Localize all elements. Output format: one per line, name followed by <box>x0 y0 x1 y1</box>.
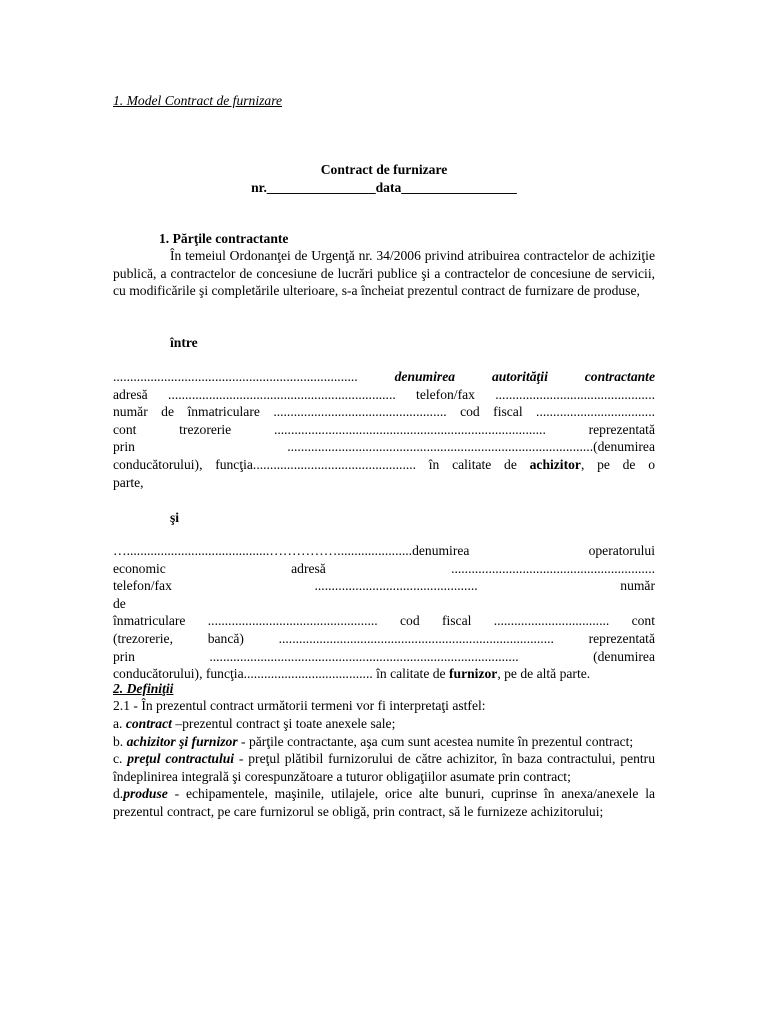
definitie-item-a: a. contract –prezentul contract şi toate anexele sale; <box>113 716 396 731</box>
contract-title: Contract de furnizare <box>320 162 448 177</box>
definitie-item-d: d.produse - echipamentele, maşinile, utilajele, orice alte bunuri, cuprinse în anexa/anexele la prezentul contract, pe care furnizorul se obligă, prin contract, să le furnizeze achizitorului; <box>113 786 655 819</box>
definitii-heading: 2. Definiţii <box>113 681 174 696</box>
definitie-item-c: c. preţul contractului - preţul plătibil furnizorului de către achizitor, în baza contractului, pentru îndeplinirea integrală şi corespunzătoare a tuturor obligaţiilor asumate prin contract; <box>113 751 656 784</box>
section-link[interactable]: 1. Model Contract de furnizare <box>113 93 283 108</box>
intre-label: între <box>170 335 198 350</box>
definitii-intro: 2.1 - În prezentul contract următorii termeni vor fi interpretaţi astfel: <box>113 698 486 713</box>
achizitor-line-6: conducătorului), funcţia................................................ în calitate de achizitor, pe de o <box>113 456 655 472</box>
si-label: şi <box>170 510 180 525</box>
furnizor-line-1: …..........................................……………......................denumirea operatorului <box>113 543 655 558</box>
achizitor-line-4: cont trezorerie ................................................................................ reprezentată <box>113 421 655 437</box>
furnizor-block <box>113 542 655 683</box>
definitie-item-b: b. achizitor şi furnizor - părţile contractante, aşa cum sunt acestea numite în prezentul contract; <box>113 733 634 749</box>
achizitor-line-7: parte, <box>113 474 144 490</box>
furnizor-line-6: prin ........................................................................................... (denumirea <box>113 648 655 664</box>
furnizor-line-5: (trezorerie, bancă) ................................................................................. reprezentată <box>113 630 655 646</box>
furnizor-line-4: înmatriculare .................................................. cod fiscal .................................. cont <box>113 613 655 629</box>
achizitor-line-5: prin ..........................................................................................(denumirea <box>113 439 655 455</box>
achizitor-block <box>113 368 655 491</box>
achizitor-line-2: adresă ................................................................... telefon/fax ............................................... <box>113 386 655 402</box>
parti-heading: 1. Părţile contractante <box>159 231 289 246</box>
furnizor-line-7: conducătorului), funcţia...................................... în calitate de furnizor, pe de altă parte. <box>113 666 591 682</box>
parti-intro: În temeiul Ordonanţei de Urgenţă nr. 34/2006 privind atribuirea contractelor de achiziţie publică, a contractelor de concesiune de lucrări publice şi a contractelor de concesiune de servicii, cu modificările şi completările ulterioare, s-a încheiat prezentul contract de furnizare de produse, <box>113 248 655 299</box>
contract-number-line: nr.________________data_________________ <box>251 180 517 195</box>
achizitor-line-3: număr de înmatriculare ................................................... cod fiscal ................................... <box>113 404 655 420</box>
achizitor-line-1: ........................................................................ denumirea autorităţii contractante <box>113 369 655 384</box>
definitii-list <box>113 715 655 821</box>
furnizor-line-3: telefon/fax ................................................ număr de <box>113 578 655 611</box>
furnizor-line-2: economic adresă ............................................................ <box>113 560 655 576</box>
